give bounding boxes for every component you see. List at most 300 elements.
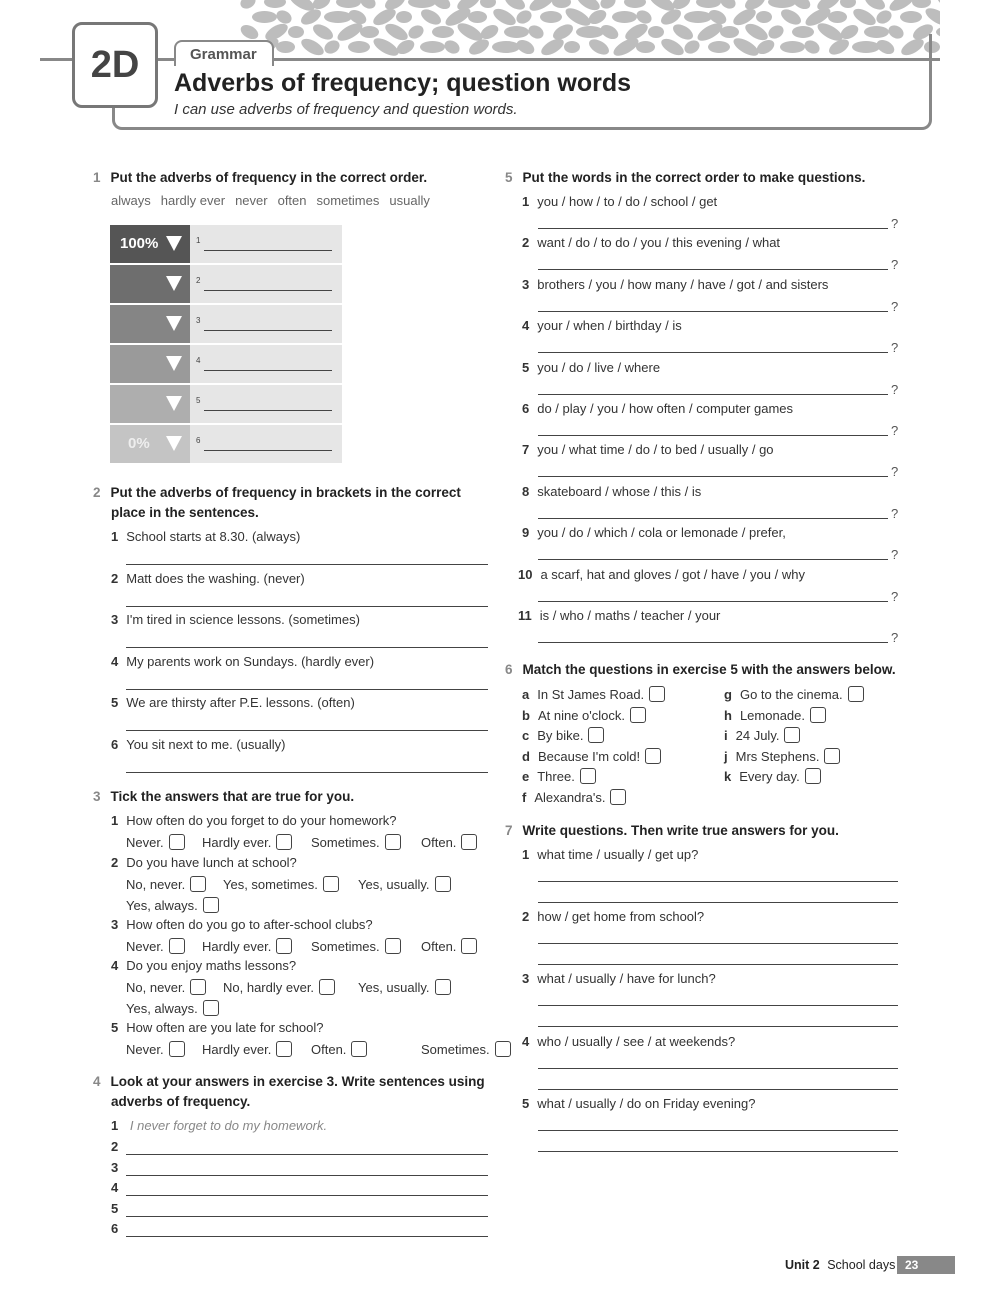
ex3-option — [421, 834, 477, 850]
ex3-question — [111, 855, 297, 870]
scale-answer-cell — [190, 345, 342, 383]
ex7-item-number: 2 — [522, 909, 530, 925]
question-mark: ? — [891, 547, 899, 563]
scale-answer-cell — [190, 425, 342, 463]
down-arrow-icon — [166, 356, 182, 371]
ex6-answer-text: In St James Road. — [537, 687, 645, 702]
tick-box[interactable] — [461, 938, 477, 954]
ex3-option-label: Yes, always. — [126, 1001, 198, 1016]
ex3-question — [111, 958, 296, 973]
answer-line[interactable] — [538, 881, 898, 882]
ex3-question — [111, 1020, 324, 1035]
ex6-answer — [522, 707, 646, 723]
scale-shade — [110, 345, 190, 383]
ex6-answer — [522, 727, 604, 743]
ex3-option — [223, 876, 339, 892]
answer-line[interactable] — [204, 410, 332, 411]
ex3-option — [126, 834, 185, 850]
ex6-title — [505, 660, 896, 680]
scale-row-number: 1 — [196, 236, 201, 245]
answer-line[interactable] — [126, 647, 488, 648]
ex2-item-text: School starts at 8.30. (always) — [126, 529, 301, 544]
ex3-option-label: Never. — [126, 835, 164, 850]
pattern-dot — [696, 0, 721, 8]
ex4-instruction-1: Look at your answers in exercise 3. Write sentences using — [110, 1074, 485, 1089]
ex3-option-label: Hardly ever. — [202, 939, 272, 954]
answer-line[interactable] — [538, 476, 888, 477]
ex5-item — [522, 525, 786, 540]
answer-line[interactable] — [538, 902, 898, 903]
ex3-option — [126, 876, 206, 892]
ex5-item — [522, 318, 682, 333]
question-mark: ? — [891, 298, 899, 314]
ex5-item — [522, 442, 774, 457]
ex6-answer — [522, 686, 665, 702]
ex3-option — [311, 938, 401, 954]
scale-top-label: 100% — [120, 235, 159, 252]
pattern-dot — [358, 0, 378, 11]
ex6-answer — [522, 768, 596, 784]
ex1-number: 1 — [93, 170, 101, 185]
ex5-item — [518, 567, 805, 582]
ex3-question-text: Do you have lunch at school? — [126, 855, 297, 870]
ex4-row-number: 2 — [111, 1139, 119, 1154]
ex3-question — [111, 917, 373, 932]
scale-shade — [110, 225, 190, 263]
ex2-item-text: Matt does the washing. (never) — [126, 570, 305, 586]
ex5-item-text: your / when / birthday / is — [537, 318, 682, 334]
question-mark: ? — [891, 505, 899, 521]
tick-box[interactable] — [435, 979, 451, 995]
ex4-number: 4 — [93, 1074, 101, 1089]
answer-line[interactable] — [538, 311, 888, 312]
ex4-example-text: I never forget to do my homework. — [129, 1118, 328, 1133]
pattern-dot — [430, 0, 452, 12]
ex6-answer — [724, 748, 840, 764]
ex2-item-number: 5 — [111, 695, 119, 710]
ex4-row-number: 6 — [111, 1221, 119, 1236]
ex7-item — [522, 1034, 735, 1049]
pattern-dot — [480, 0, 496, 8]
tick-box[interactable] — [203, 1000, 219, 1016]
ex6-number: 6 — [505, 662, 513, 677]
ex3-option-label: No, never. — [126, 980, 186, 995]
scale-row-number: 4 — [196, 356, 201, 365]
pattern-dot — [790, 0, 812, 12]
word-bank-item: hardly ever — [160, 193, 226, 208]
answer-line[interactable] — [126, 1216, 488, 1217]
ex5-item-text: you / do / which / cola or lemonade / prefer, — [537, 525, 786, 541]
ex7-item-number: 3 — [522, 971, 530, 987]
ex6-instruction: Match the questions in exercise 5 with the answers below. — [522, 662, 896, 677]
ex5-instruction: Put the words in the correct order to make questions. — [522, 170, 866, 185]
ex5-item-number: 3 — [522, 276, 530, 292]
pattern-dot — [418, 6, 443, 27]
ex2-item-number: 2 — [111, 570, 119, 586]
ex3-option-label: Yes, usually. — [358, 980, 430, 995]
answer-line[interactable] — [126, 1236, 488, 1237]
tick-box[interactable] — [190, 979, 206, 995]
word-bank-item: often — [277, 193, 307, 208]
match-box[interactable] — [824, 748, 840, 764]
ex5-item — [522, 401, 793, 416]
ex6-answer — [724, 707, 826, 723]
ex2-item-text: We are thirsty after P.E. lessons. (often) — [126, 695, 355, 710]
ex3-option — [358, 876, 451, 892]
section-tag: Grammar — [174, 40, 274, 66]
scale-shade — [110, 425, 190, 463]
tick-box[interactable] — [435, 876, 451, 892]
ex6-answer-text: Because I'm cold! — [537, 748, 641, 764]
match-box[interactable] — [810, 707, 826, 723]
pattern-dot — [612, 11, 637, 23]
ex7-item — [522, 909, 704, 924]
answer-line[interactable] — [126, 1195, 488, 1196]
match-box[interactable] — [848, 686, 864, 702]
ex3-option — [358, 979, 451, 995]
scale-answer-cell — [190, 265, 342, 303]
answer-line[interactable] — [538, 1089, 898, 1090]
ex7-item-number: 1 — [522, 847, 530, 862]
ex3-question-text: How often are you late for school? — [126, 1020, 324, 1035]
ex6-answer-letter: k — [724, 769, 732, 785]
ex7-item-text: what / usually / have for lunch? — [537, 971, 716, 987]
answer-line[interactable] — [126, 606, 488, 607]
ex7-item — [522, 847, 698, 862]
ex5-item-text: is / who / maths / teacher / your — [539, 608, 721, 623]
ex3-question-text: Do you enjoy maths lessons? — [126, 958, 297, 973]
answer-line[interactable] — [538, 1005, 898, 1006]
answer-line[interactable] — [538, 1026, 898, 1027]
ex6-answer-letter: d — [522, 748, 530, 764]
pattern-dot — [336, 0, 361, 8]
answer-line[interactable] — [126, 730, 488, 731]
tick-box[interactable] — [319, 979, 335, 995]
pattern-dot — [396, 11, 412, 23]
scale-row — [110, 425, 342, 463]
answer-line[interactable] — [126, 1175, 488, 1176]
ex6-answer-letter: f — [522, 790, 527, 805]
lesson-badge: 2D — [72, 22, 158, 108]
tick-box[interactable] — [385, 834, 401, 850]
scale-answer-cell — [190, 225, 342, 263]
ex5-item — [522, 235, 780, 250]
match-box[interactable] — [645, 748, 661, 764]
scale-bottom-label: 0% — [128, 435, 150, 452]
ex5-item-number: 5 — [522, 359, 530, 375]
ex1-title — [93, 168, 427, 188]
ex5-item — [522, 277, 828, 292]
ex5-item-number: 4 — [522, 318, 530, 334]
ex4-example — [111, 1118, 327, 1133]
ex3-option — [126, 1000, 219, 1016]
ex3-option — [311, 834, 401, 850]
ex3-option-label: Never. — [126, 1042, 164, 1057]
ex3-option — [223, 979, 335, 995]
ex3-option-label: Never. — [126, 939, 164, 954]
ex6-answer-letter: e — [522, 769, 530, 785]
match-box[interactable] — [649, 686, 665, 702]
question-mark: ? — [891, 630, 899, 645]
ex3-option-label: Often. — [421, 939, 457, 954]
question-mark: ? — [891, 216, 899, 231]
ex6-answer-text: Three. — [537, 769, 575, 785]
ex5-item — [522, 194, 717, 209]
answer-line[interactable] — [204, 450, 332, 451]
ex2-item — [111, 737, 285, 752]
answer-line[interactable] — [538, 394, 888, 395]
pattern-dot — [936, 26, 940, 38]
ex6-answer-text: Lemonade. — [739, 707, 806, 723]
ex3-question-text: How often do you forget to do your homework? — [126, 813, 397, 828]
answer-line[interactable] — [538, 1130, 898, 1131]
question-mark: ? — [891, 464, 899, 480]
ex2-number: 2 — [93, 485, 101, 500]
ex3-option-label: No, hardly ever. — [223, 980, 315, 995]
answer-line[interactable] — [538, 435, 888, 436]
ex2-item — [111, 612, 360, 627]
ex4-example-number: 1 — [111, 1118, 119, 1133]
ex5-item-text: a scarf, hat and gloves / got / have / you / why — [540, 566, 805, 582]
word-bank-item: sometimes — [316, 193, 380, 208]
pattern-dot — [624, 0, 646, 8]
question-mark: ? — [891, 340, 899, 356]
answer-line[interactable] — [204, 250, 332, 251]
ex6-answer — [724, 768, 821, 784]
scale-row-number: 3 — [196, 316, 201, 325]
tick-box[interactable] — [169, 1041, 185, 1057]
ex3-option-label: Yes, always. — [126, 898, 198, 913]
tick-box[interactable] — [461, 834, 477, 850]
ex7-number: 7 — [505, 823, 513, 838]
tick-box[interactable] — [351, 1041, 367, 1057]
ex3-option-label: Hardly ever. — [202, 1042, 272, 1057]
ex3-option — [202, 1041, 292, 1057]
answer-line[interactable] — [538, 943, 898, 944]
ex7-instruction: Write questions. Then write true answers for you. — [522, 823, 839, 838]
ex6-answer-letter: a — [522, 687, 530, 702]
scale-row-number: 2 — [196, 276, 201, 285]
ex3-option-label: Yes, usually. — [358, 877, 430, 892]
ex6-answer-letter: g — [724, 687, 732, 702]
ex3-option-label: No, never. — [126, 877, 186, 892]
ex5-item-text: brothers / you / how many / have / got / and sisters — [537, 276, 829, 292]
answer-line[interactable] — [538, 559, 888, 560]
ex2-item-number: 3 — [111, 612, 119, 627]
scale-row-number: 5 — [196, 396, 201, 405]
answer-line[interactable] — [126, 772, 488, 773]
tick-box[interactable] — [323, 876, 339, 892]
tick-box[interactable] — [495, 1041, 511, 1057]
ex3-question-number: 2 — [111, 855, 119, 870]
ex5-item-number: 10 — [518, 566, 533, 582]
ex5-item — [518, 608, 720, 623]
ex6-answer-letter: j — [724, 748, 728, 764]
ex4-row-number: 3 — [111, 1159, 119, 1175]
word-bank-item: never — [235, 193, 268, 208]
match-box[interactable] — [805, 768, 821, 784]
ex3-option-label: Sometimes. — [311, 939, 380, 954]
question-mark: ? — [891, 423, 899, 438]
ex4-row-number: 4 — [111, 1180, 119, 1195]
ex3-number: 3 — [93, 789, 101, 804]
answer-line[interactable] — [538, 352, 888, 353]
answer-line[interactable] — [538, 601, 888, 602]
ex6-answer-letter: i — [724, 728, 728, 744]
scale-row-number: 6 — [196, 436, 201, 445]
match-box[interactable] — [784, 727, 800, 743]
tick-box[interactable] — [203, 897, 219, 913]
tick-box[interactable] — [385, 938, 401, 954]
pattern-dot — [552, 0, 571, 8]
tick-box[interactable] — [276, 1041, 292, 1057]
ex2-item — [111, 654, 374, 669]
down-arrow-icon — [166, 396, 182, 411]
ex6-answer — [724, 727, 800, 743]
ex6-answer-text: At nine o'clock. — [537, 707, 625, 723]
ex5-item — [522, 360, 660, 375]
answer-line[interactable] — [538, 1151, 898, 1152]
ex4-instruction-2: adverbs of frequency. — [111, 1094, 251, 1109]
pattern-dot — [828, 11, 847, 23]
answer-line[interactable] — [204, 370, 332, 371]
word-bank-item: always — [111, 193, 151, 208]
match-box[interactable] — [610, 789, 626, 805]
word-bank-item: usually — [389, 193, 430, 208]
ex5-title — [505, 168, 865, 188]
match-box[interactable] — [588, 727, 604, 743]
scale-row — [110, 345, 342, 383]
down-arrow-icon — [166, 276, 182, 291]
ex5-item-number: 1 — [522, 194, 530, 209]
answer-line[interactable] — [204, 290, 332, 291]
down-arrow-icon — [166, 436, 182, 451]
ex7-item — [522, 971, 716, 986]
tick-box[interactable] — [276, 938, 292, 954]
ex3-option — [421, 938, 477, 954]
footer-unit-label: Unit 2 — [785, 1258, 820, 1272]
footer-unit — [785, 1258, 895, 1272]
ex2-item-text: My parents work on Sundays. (hardly ever) — [126, 653, 375, 669]
ex3-title — [93, 787, 354, 807]
pattern-dot — [238, 0, 258, 11]
scale-answer-cell — [190, 305, 342, 343]
ex3-question — [111, 813, 397, 828]
ex3-option-label: Yes, sometimes. — [223, 877, 318, 892]
scale-row — [110, 225, 342, 263]
tick-box[interactable] — [169, 938, 185, 954]
ex7-item-text: what time / usually / get up? — [537, 847, 699, 862]
answer-line[interactable] — [538, 269, 888, 270]
ex5-item-number: 8 — [522, 483, 530, 499]
ex5-item — [522, 484, 701, 499]
pattern-dot — [778, 6, 803, 27]
answer-line[interactable] — [126, 689, 488, 690]
ex5-item-text: you / how / to / do / school / get — [537, 194, 718, 209]
ex3-option-label: Often. — [421, 835, 457, 850]
ex2-instruction-1: Put the adverbs of frequency in brackets in the correct — [110, 485, 461, 500]
ex7-item-text: how / get home from school? — [537, 909, 705, 925]
ex5-item-number: 9 — [522, 525, 530, 541]
ex3-option-label: Sometimes. — [311, 835, 380, 850]
ex5-item-number: 6 — [522, 401, 530, 416]
ex6-answer-text: Mrs Stephens. — [735, 748, 820, 764]
ex3-question-number: 3 — [111, 917, 119, 932]
answer-line[interactable] — [126, 564, 488, 565]
ex3-option-label: Often. — [311, 1042, 347, 1057]
ex4-title — [93, 1072, 485, 1092]
ex7-title — [505, 821, 839, 841]
ex6-answer — [724, 686, 864, 702]
answer-line[interactable] — [538, 1068, 898, 1069]
ex2-item — [111, 529, 300, 544]
ex2-item-text: You sit next to me. (usually) — [126, 736, 286, 752]
ex5-item-text: you / do / live / where — [537, 359, 661, 375]
page-title: Adverbs of frequency; question words — [174, 69, 632, 97]
question-mark: ? — [891, 588, 899, 604]
page-number: 23 — [897, 1256, 955, 1274]
down-arrow-icon — [166, 316, 182, 331]
tick-box[interactable] — [190, 876, 206, 892]
ex7-item-number: 5 — [522, 1095, 530, 1111]
answer-line[interactable] — [204, 330, 332, 331]
match-box[interactable] — [580, 768, 596, 784]
scale-row — [110, 305, 342, 343]
ex6-answer-text: Go to the cinema. — [739, 687, 843, 702]
page-subtitle: I can use adverbs of frequency and question words. — [174, 101, 518, 118]
ex3-option — [126, 979, 206, 995]
ex1-word-bank — [111, 193, 440, 208]
ex5-item-text: you / what time / do / to bed / usually / go — [537, 442, 774, 458]
ex3-question-text: How often do you go to after-school clubs? — [126, 917, 373, 932]
ex5-item-text: want / do / to do / you / this evening / what — [537, 235, 781, 251]
ex3-option — [202, 938, 292, 954]
ex2-item — [111, 695, 355, 710]
ex3-option-label: Sometimes. — [421, 1042, 490, 1057]
pattern-dot — [468, 11, 487, 23]
ex5-item-text: do / play / you / how often / computer games — [537, 401, 794, 416]
ex6-answer-letter: c — [522, 728, 530, 744]
pattern-dot — [264, 0, 286, 8]
answer-line[interactable] — [538, 964, 898, 965]
answer-line[interactable] — [126, 1154, 488, 1155]
ex7-item-text: who / usually / see / at weekends? — [537, 1033, 736, 1049]
scale-shade — [110, 385, 190, 423]
ex6-answer-text: 24 July. — [735, 728, 780, 744]
ex6-answer-letter: b — [522, 707, 530, 723]
ex7-item-text: what / usually / do on Friday evening? — [537, 1095, 756, 1111]
ex6-answer-text: By bike. — [537, 728, 584, 744]
ex2-item — [111, 571, 305, 586]
tick-box[interactable] — [169, 834, 185, 850]
ex3-option — [126, 1041, 185, 1057]
ex5-item-number: 11 — [518, 608, 532, 623]
question-mark: ? — [891, 381, 899, 397]
ex3-option — [202, 834, 292, 850]
answer-line[interactable] — [538, 518, 888, 519]
scale-shade — [110, 305, 190, 343]
answer-line[interactable] — [538, 228, 888, 229]
ex6-answer-letter: h — [724, 707, 732, 723]
tick-box[interactable] — [276, 834, 292, 850]
ex6-answer — [522, 748, 661, 764]
down-arrow-icon — [166, 236, 182, 251]
pattern-dot — [840, 0, 856, 8]
pattern-dot — [252, 11, 277, 23]
ex3-question-number: 5 — [111, 1020, 119, 1035]
match-box[interactable] — [630, 707, 646, 723]
answer-line[interactable] — [538, 642, 888, 643]
